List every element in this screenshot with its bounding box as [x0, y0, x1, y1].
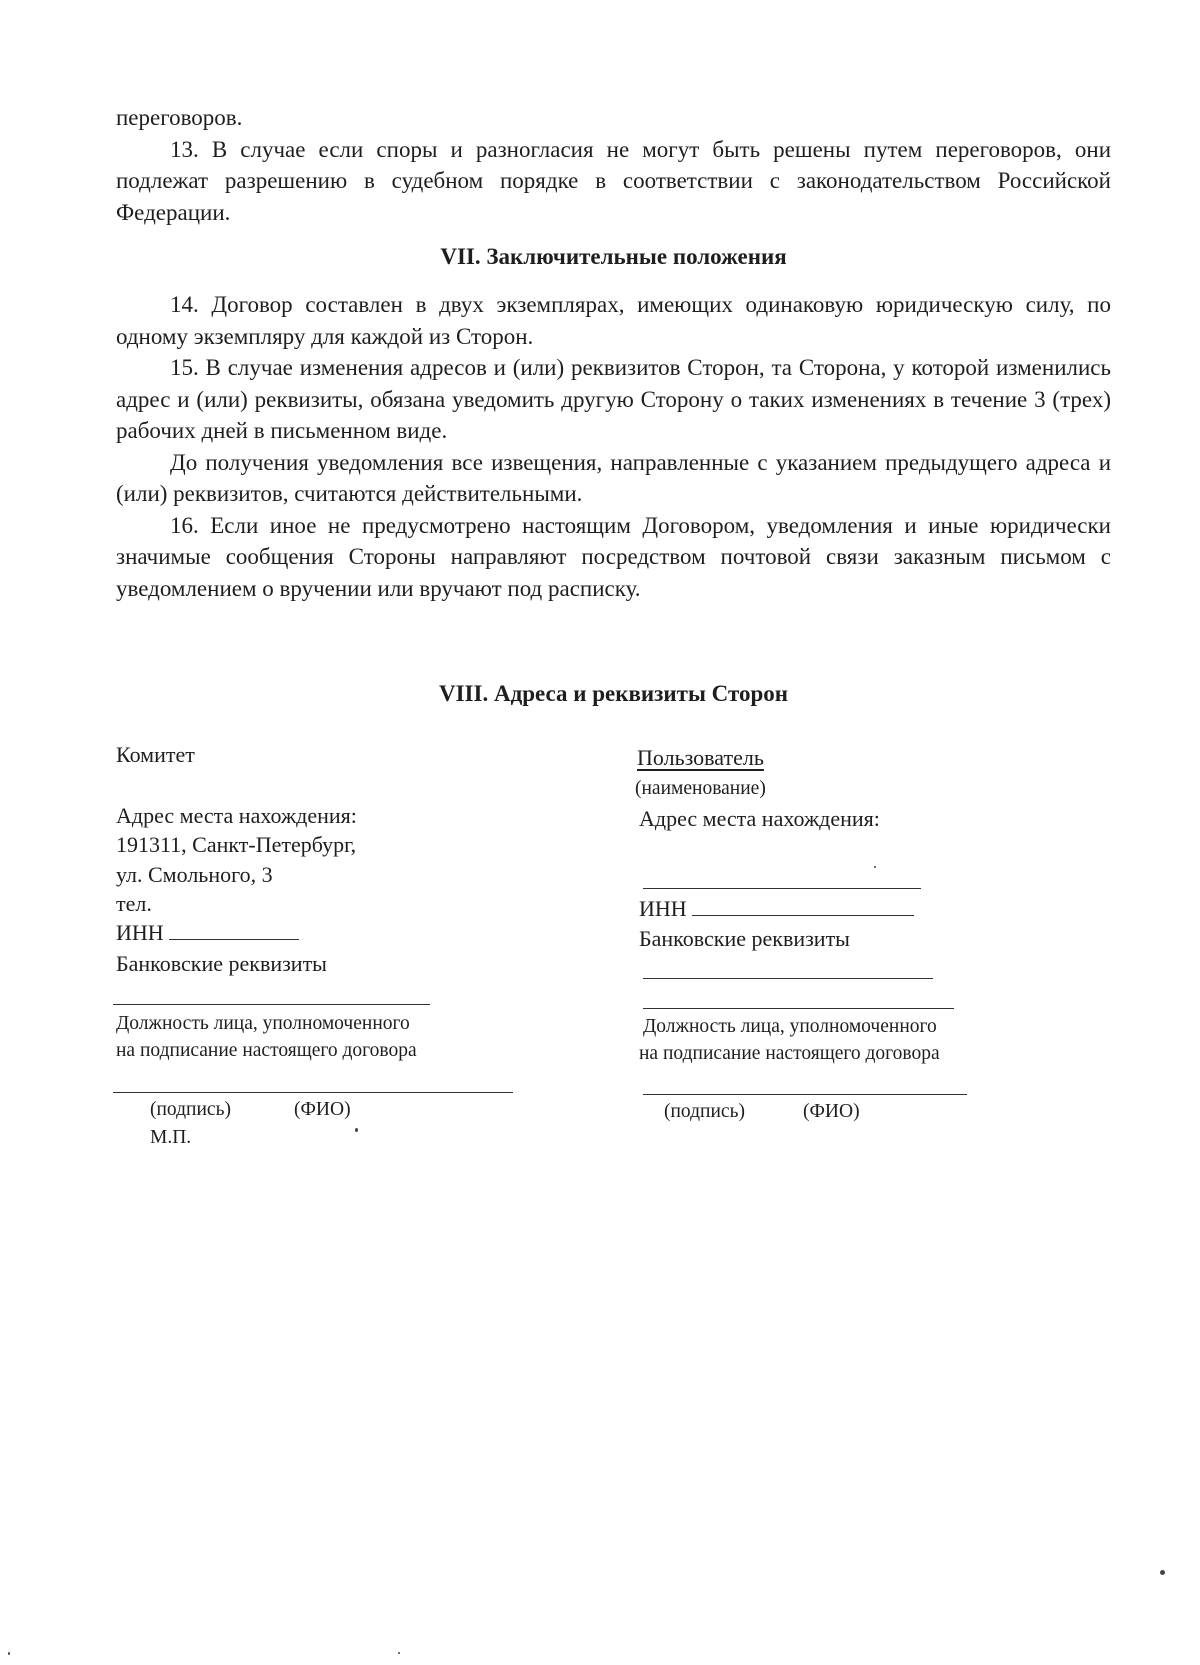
committee-address-line1: 191311, Санкт-Петербург, — [116, 832, 357, 857]
paragraph-15-note: До получения уведомления все извещения, направленные с указанием предыдущего адреса и (или) реквизитов, считаются действительными. — [116, 449, 1111, 506]
user-signature-label: (подпись) — [664, 1101, 745, 1122]
section-vii-body — [116, 289, 1111, 604]
committee-stamp-label: М.П. — [150, 1127, 192, 1148]
heading-section-viii: VIII. Адреса и реквизиты Сторон — [439, 681, 788, 706]
user-inn-label: ИНН — [639, 896, 687, 921]
user-name-hint: (наименование) — [635, 778, 766, 799]
committee-inn-row — [116, 920, 299, 946]
scan-speck — [355, 1128, 358, 1132]
user-bank-blank-1 — [643, 978, 933, 979]
committee-signature-label: (подпись) — [150, 1099, 231, 1120]
committee-title: Комитет — [116, 742, 195, 767]
committee-fio-label: (ФИО) — [294, 1099, 351, 1120]
user-bank-label: Банковские реквизиты — [639, 926, 850, 951]
user-inn-blank — [692, 897, 914, 916]
section-vi-tail — [116, 102, 1111, 228]
user-position-line1: Должность лица, уполномоченного — [643, 1016, 937, 1037]
user-address-label: Адрес места нахождения: — [639, 806, 880, 831]
committee-inn-label: ИНН — [116, 920, 164, 945]
user-position-line2: на подписание настоящего договора — [639, 1043, 940, 1064]
scan-speck — [1160, 1570, 1165, 1575]
user-inn-row — [639, 896, 914, 922]
user-address-blank — [643, 888, 921, 889]
committee-signature-blank — [113, 1092, 513, 1093]
committee-address-line2: ул. Смольного, 3 — [116, 862, 273, 887]
scan-speck — [874, 866, 876, 868]
user-bank-blank-2 — [643, 1008, 954, 1009]
paragraph-14: 14. Договор составлен в двух экземплярах, имеющих одинаковую юридическую силу, по одному экземпляру для каждой из Сторон. — [116, 292, 1111, 349]
paragraph-15: 15. В случае изменения адресов и (или) реквизитов Сторон, та Сторона, у которой изменились адрес и (или) реквизиты, обязана уведомить другую Сторону о таких изменениях в течение 3 (трех) рабочих дней в письменном виде. — [116, 355, 1111, 443]
paragraph-continuation: переговоров. — [116, 105, 243, 130]
committee-inn-blank — [169, 921, 299, 940]
committee-phone-label: тел. — [116, 891, 152, 916]
committee-position-line2: на подписание настоящего договора — [116, 1040, 417, 1061]
committee-position-line1: Должность лица, уполномоченного — [116, 1013, 410, 1034]
heading-section-vii: VII. Заключительные положения — [440, 244, 787, 269]
user-fio-label: (ФИО) — [803, 1101, 860, 1122]
committee-bank-label: Банковские реквизиты — [116, 951, 327, 976]
scan-speck — [398, 1652, 400, 1654]
paragraph-16: 16. Если иное не предусмотрено настоящим Договором, уведомления и иные юридически значимые сообщения Стороны направляют посредством почтовой связи заказным письмом с уведомлением о вручении или вручают под расписку. — [116, 512, 1111, 601]
committee-address-label: Адрес места нахождения: — [116, 803, 357, 828]
paragraph-13: 13. В случае если споры и разногласия не могут быть решены путем переговоров, они подлежат разрешению в судебном порядке в соответствии с законодательством Российской Федерации. — [116, 136, 1111, 225]
user-title: Пользователь — [637, 745, 764, 770]
user-signature-blank — [643, 1094, 967, 1095]
committee-bank-blank — [113, 1004, 430, 1005]
scan-speck — [8, 1652, 10, 1655]
